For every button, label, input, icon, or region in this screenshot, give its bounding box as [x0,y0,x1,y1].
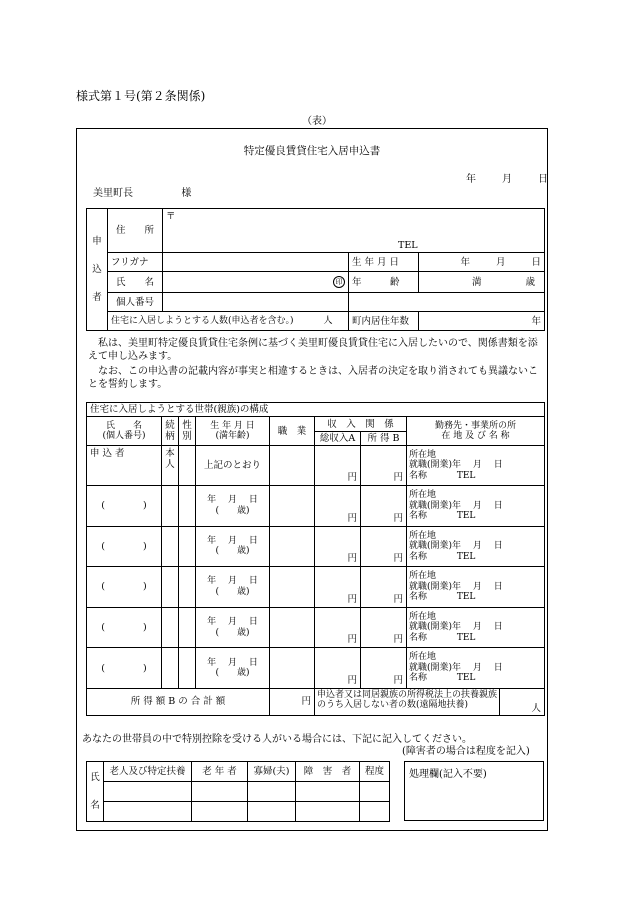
member-sex[interactable] [179,648,196,689]
processing-box [404,761,544,821]
deduction-cell[interactable] [104,802,192,822]
work-cell[interactable]: 所在地 就職(開業)年 月 日 名称 TEL [407,446,545,486]
side-label: （表） [302,116,332,127]
deduction-note-2: (障害者の場合は程度を記入) [402,746,530,757]
member-sex[interactable] [179,446,196,486]
member-birth[interactable]: 年 月 日 ( 歳) [196,486,270,527]
member-income-b[interactable]: 円 [361,486,407,527]
work-cell[interactable]: 所在地 就職(開業)年 月 日 名称 TEL [407,607,545,648]
member-income-total[interactable]: 円 [315,526,361,567]
member-relation[interactable] [162,607,179,648]
member-sex[interactable] [179,526,196,567]
name-label: 氏 名 [108,272,163,293]
member-income-total[interactable]: 円 [315,486,361,527]
deduction-cell[interactable] [248,802,296,822]
deduction-cell[interactable] [104,782,192,802]
col-birth: 生 年 月 日 (満年齢) [196,417,270,446]
member-name[interactable]: ( ) [87,567,162,608]
col-income-b: 所 得 B [361,432,407,446]
col-sex: 性別 [179,417,196,446]
household-row [87,526,545,567]
member-job[interactable] [270,607,315,648]
member-name[interactable]: 申 込 者 [87,446,162,486]
member-income-b[interactable]: 円 [361,526,407,567]
declaration-p1: 私は、美里町特定優良賃貸住宅条例に基づく美里町優良賃貸住宅に入居したいので、関係書類を添えて申し込みます。 [88,338,538,362]
residence-years-label: 町内居住年数 [349,312,419,331]
residence-years-field[interactable]: 年 [419,312,545,331]
deduction-cell[interactable] [248,782,296,802]
age-label: 年 齢 [349,272,419,293]
deduction-note: あなたの世帯員の中で特別控除を受ける人がいる場合には、下記に記入してください。 [82,734,472,745]
deduction-cell[interactable] [192,782,248,802]
seal-mark: 印 [333,276,345,288]
member-sex[interactable] [179,486,196,527]
postal-mark: 〒 [166,211,176,222]
col-name: 氏 名 (個人番号) [87,417,162,446]
tel-label: TEL [398,240,418,251]
member-name[interactable]: ( ) [87,648,162,689]
processing-label: 処理欄(記入不要) [409,769,487,780]
name-field[interactable] [163,272,349,293]
member-name[interactable]: ( ) [87,607,162,648]
member-relation[interactable]: 本人 [162,446,179,486]
member-income-total[interactable]: 円 [315,648,361,689]
member-income-total[interactable]: 円 [315,446,361,486]
household-row-applicant [87,446,545,486]
applicant-table [86,208,545,331]
member-income-total[interactable]: 円 [315,567,361,608]
deduction-name-label: 氏 名 [87,762,104,822]
personal-number-label: 個人番号 [108,293,163,312]
col-income-total: 総収入A [315,432,361,446]
address-label: 住 所 [108,209,163,253]
household-caption: 住宅に入居しようとする世帯(親族)の構成 [87,403,545,417]
member-birth[interactable]: 年 月 日 ( 歳) [196,607,270,648]
date-month: 月 [502,174,512,185]
deduction-col-degree: 程度 [360,762,390,782]
application-date[interactable] [466,170,548,185]
member-income-total[interactable]: 円 [315,607,361,648]
dependents-field[interactable]: 人 [531,702,542,714]
addressee-honorific: 様 [181,188,192,199]
furigana-field[interactable] [163,253,349,272]
date-day: 日 [538,174,548,185]
member-sex[interactable] [179,607,196,648]
deduction-cell[interactable] [296,782,360,802]
household-row [87,607,545,648]
member-name[interactable]: ( ) [87,486,162,527]
furigana-label: フリガナ [108,253,163,272]
col-income: 収 入 関 係 [315,417,407,432]
income-b-total-label: 所 得 額 B の 合 計 額 [87,688,270,715]
work-cell[interactable]: 所在地 就職(開業)年 月 日 名称 TEL [407,486,545,527]
member-income-b[interactable]: 円 [361,446,407,486]
dependents-label-2: のうち入居しない者の数(遠隔地扶養) [317,700,469,711]
applicant-section-label: 申 込 者 [87,209,108,331]
member-sex[interactable] [179,567,196,608]
declaration-p2: なお、この申込書の記載内容が事実と相違するときは、入居者の決定を取り消されても異議ないことを誓約します。 [88,366,538,390]
member-birth[interactable]: 年 月 日 ( 歳) [196,526,270,567]
deduction-table [86,761,390,822]
work-cell[interactable]: 所在地 就職(開業)年 月 日 名称 TEL [407,648,545,689]
member-job[interactable] [270,526,315,567]
deduction-col-elderly-dependent: 老人及び特定扶養 [104,762,192,782]
member-name[interactable]: ( ) [87,526,162,567]
household-count[interactable]: 住宅に入居しようとする人数(申込者を含む。) 人 [108,312,349,331]
address-field[interactable] [163,209,545,253]
member-relation[interactable] [162,486,179,527]
member-income-b[interactable]: 円 [361,648,407,689]
member-income-b[interactable]: 円 [361,607,407,648]
date-year: 年 [466,174,476,185]
dependents-label-1: 申込者又は同居親族の所得税法上の扶養親族 [317,689,498,700]
member-job[interactable] [270,648,315,689]
member-relation[interactable] [162,648,179,689]
income-b-total-field[interactable]: 円 [270,688,315,715]
deduction-cell[interactable] [296,802,360,822]
addressee [93,184,191,199]
work-cell[interactable]: 所在地 就職(開業)年 月 日 名称 TEL [407,567,545,608]
household-row [87,648,545,689]
deduction-cell[interactable] [360,802,390,822]
deduction-col-widow: 寡婦(夫) [248,762,296,782]
member-birth[interactable]: 年 月 日 ( 歳) [196,648,270,689]
personal-number-extra [349,293,545,312]
age-field[interactable]: 満 歳 [419,272,545,293]
col-relation: 続柄 [162,417,179,446]
deduction-cell[interactable] [360,782,390,802]
member-birth[interactable]: 上記のとおり [196,446,270,486]
member-relation[interactable] [162,526,179,567]
addressee-name: 美里町長 [93,188,133,199]
form-number: 様式第１号(第２条関係) [76,89,206,103]
member-job[interactable] [270,446,315,486]
household-row [87,486,545,527]
household-table [86,402,545,716]
member-job[interactable] [270,567,315,608]
dependents-cell [315,688,545,715]
deduction-col-elderly: 老 年 者 [192,762,248,782]
deduction-col-disabled: 障 害 者 [296,762,360,782]
member-income-b[interactable]: 円 [361,567,407,608]
col-work: 勤務先・事業所の所 在 地 及 び 名 称 [407,417,545,446]
birth-label: 生 年 月 日 [349,253,419,272]
col-job: 職 業 [270,417,315,446]
deduction-cell[interactable] [192,802,248,822]
form-title: 特定優良賃貸住宅入居申込書 [243,145,381,157]
member-relation[interactable] [162,567,179,608]
member-job[interactable] [270,486,315,527]
household-row [87,567,545,608]
personal-number-field[interactable] [163,293,349,312]
member-birth[interactable]: 年 月 日 ( 歳) [196,567,270,608]
birth-field[interactable]: 年 月 日 [419,253,545,272]
work-cell[interactable]: 所在地 就職(開業)年 月 日 名称 TEL [407,526,545,567]
